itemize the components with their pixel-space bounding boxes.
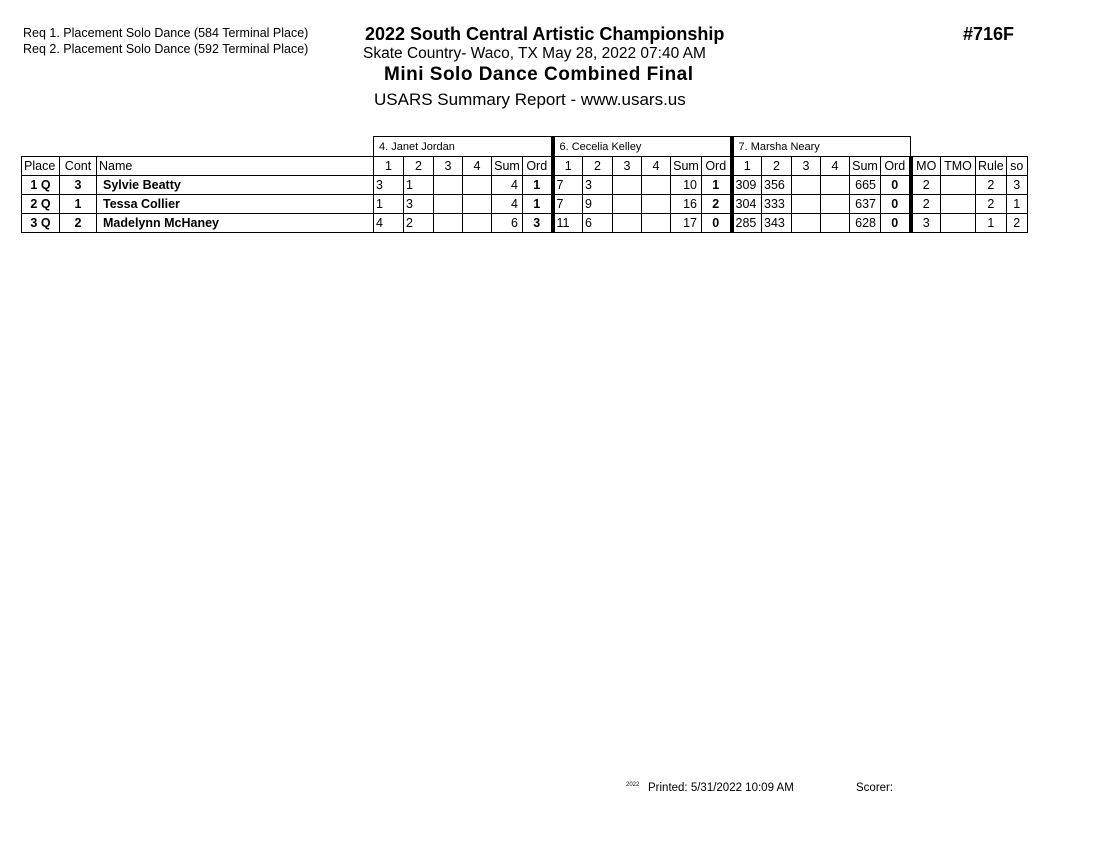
score-cell: 3: [404, 195, 434, 214]
championship-title: 2022 South Central Artistic Championship: [365, 24, 725, 44]
sum-cell: 637: [850, 195, 881, 214]
col-j3-ord: Ord: [881, 157, 911, 176]
score-cell: 333: [762, 195, 792, 214]
judge-header-row: [22, 137, 1028, 157]
score-cell: [463, 195, 492, 214]
score-cell: 9: [583, 195, 613, 214]
place-cell: 1 Q: [22, 176, 60, 195]
col-j2-ord: Ord: [702, 157, 732, 176]
col-j3-1: 1: [732, 157, 762, 176]
score-cell: [821, 176, 850, 195]
place-cell: 3 Q: [22, 214, 60, 233]
score-cell: [463, 214, 492, 233]
score-cell: 7: [553, 195, 583, 214]
result-row: [22, 214, 1028, 233]
col-tmo: TMO: [941, 157, 976, 176]
score-cell: 2: [404, 214, 434, 233]
col-j1-2: 2: [404, 157, 434, 176]
so-cell: 3: [1006, 176, 1027, 195]
ord-cell: 3: [523, 214, 553, 233]
sum-cell: 4: [492, 195, 523, 214]
result-row: [22, 176, 1028, 195]
place-cell: 2 Q: [22, 195, 60, 214]
event-title: Mini Solo Dance Combined Final: [384, 64, 694, 85]
score-cell: 6: [583, 214, 613, 233]
score-cell: [821, 214, 850, 233]
ord-cell: 2: [702, 195, 732, 214]
results-table: [21, 136, 1028, 233]
skater-name: Tessa Collier: [97, 195, 374, 214]
score-cell: [792, 176, 821, 195]
col-j1-ord: Ord: [523, 157, 553, 176]
ord-cell: 0: [881, 176, 911, 195]
score-cell: [434, 176, 463, 195]
col-j3-4: 4: [821, 157, 850, 176]
mo-cell: 2: [911, 176, 941, 195]
column-header-row: [22, 157, 1028, 176]
score-cell: 7: [553, 176, 583, 195]
ord-cell: 0: [881, 195, 911, 214]
score-cell: 4: [374, 214, 404, 233]
score-cell: [463, 176, 492, 195]
judge-name-3: 7. Marsha Neary: [732, 137, 911, 157]
score-cell: 309: [732, 176, 762, 195]
venue-date: Skate Country- Waco, TX May 28, 2022 07:40 AM: [363, 45, 706, 62]
judge-header-spacer: [22, 137, 374, 157]
col-j1-sum: Sum: [492, 157, 523, 176]
tmo-cell: [941, 214, 976, 233]
tmo-cell: [941, 195, 976, 214]
score-cell: [792, 195, 821, 214]
judge-name-2: 6. Cecelia Kelley: [553, 137, 732, 157]
judge-name-1: 4. Janet Jordan: [374, 137, 553, 157]
sum-cell: 17: [671, 214, 702, 233]
score-cell: 1: [404, 176, 434, 195]
ord-cell: 1: [523, 195, 553, 214]
rule-cell: 1: [976, 214, 1007, 233]
skater-name: Madelynn McHaney: [97, 214, 374, 233]
printed-date: Printed: 5/31/2022 10:09 AM: [648, 782, 794, 794]
tmo-cell: [941, 176, 976, 195]
col-cont: Cont: [60, 157, 97, 176]
score-cell: 3: [583, 176, 613, 195]
so-cell: 1: [1006, 195, 1027, 214]
col-j3-sum: Sum: [850, 157, 881, 176]
score-cell: [613, 195, 642, 214]
result-row: [22, 195, 1028, 214]
mo-cell: 3: [911, 214, 941, 233]
cont-cell: 3: [60, 176, 97, 195]
col-j1-1: 1: [374, 157, 404, 176]
footer-mark: 2022: [626, 782, 640, 788]
score-cell: [642, 214, 671, 233]
score-cell: [434, 214, 463, 233]
scorer-label: Scorer:: [856, 782, 894, 794]
score-cell: [642, 176, 671, 195]
mo-cell: 2: [911, 195, 941, 214]
col-j3-2: 2: [762, 157, 792, 176]
score-cell: [613, 214, 642, 233]
score-cell: 1: [374, 195, 404, 214]
col-j2-1: 1: [553, 157, 583, 176]
rule-cell: 2: [976, 195, 1007, 214]
col-j2-3: 3: [613, 157, 642, 176]
ord-cell: 1: [702, 176, 732, 195]
col-name: Name: [97, 157, 374, 176]
report-title: USARS Summary Report - www.usars.us: [374, 90, 686, 109]
score-cell: [821, 195, 850, 214]
requirement-2: Req 2. Placement Solo Dance (592 Terminal Place): [23, 42, 309, 56]
ord-cell: 0: [702, 214, 732, 233]
score-cell: 11: [553, 214, 583, 233]
cont-cell: 1: [60, 195, 97, 214]
sum-cell: 665: [850, 176, 881, 195]
rule-cell: 2: [976, 176, 1007, 195]
score-cell: 285: [732, 214, 762, 233]
score-cell: 343: [762, 214, 792, 233]
col-j1-4: 4: [463, 157, 492, 176]
score-cell: [792, 214, 821, 233]
col-place: Place: [22, 157, 60, 176]
sum-cell: 10: [671, 176, 702, 195]
ord-cell: 0: [881, 214, 911, 233]
col-mo: MO: [911, 157, 941, 176]
judge-header-spacer: [911, 137, 1028, 157]
score-cell: [613, 176, 642, 195]
score-cell: 3: [374, 176, 404, 195]
col-j2-sum: Sum: [671, 157, 702, 176]
event-number: #716F: [963, 24, 1015, 44]
col-so: so: [1006, 157, 1027, 176]
skater-name: Sylvie Beatty: [97, 176, 374, 195]
requirement-1: Req 1. Placement Solo Dance (584 Terminal Place): [23, 26, 309, 40]
cont-cell: 2: [60, 214, 97, 233]
sum-cell: 4: [492, 176, 523, 195]
col-j2-2: 2: [583, 157, 613, 176]
col-j3-3: 3: [792, 157, 821, 176]
score-cell: 304: [732, 195, 762, 214]
so-cell: 2: [1006, 214, 1027, 233]
score-cell: [434, 195, 463, 214]
col-j2-4: 4: [642, 157, 671, 176]
score-cell: 356: [762, 176, 792, 195]
col-j1-3: 3: [434, 157, 463, 176]
col-rule: Rule: [976, 157, 1007, 176]
sum-cell: 628: [850, 214, 881, 233]
score-cell: [642, 195, 671, 214]
ord-cell: 1: [523, 176, 553, 195]
sum-cell: 16: [671, 195, 702, 214]
sum-cell: 6: [492, 214, 523, 233]
